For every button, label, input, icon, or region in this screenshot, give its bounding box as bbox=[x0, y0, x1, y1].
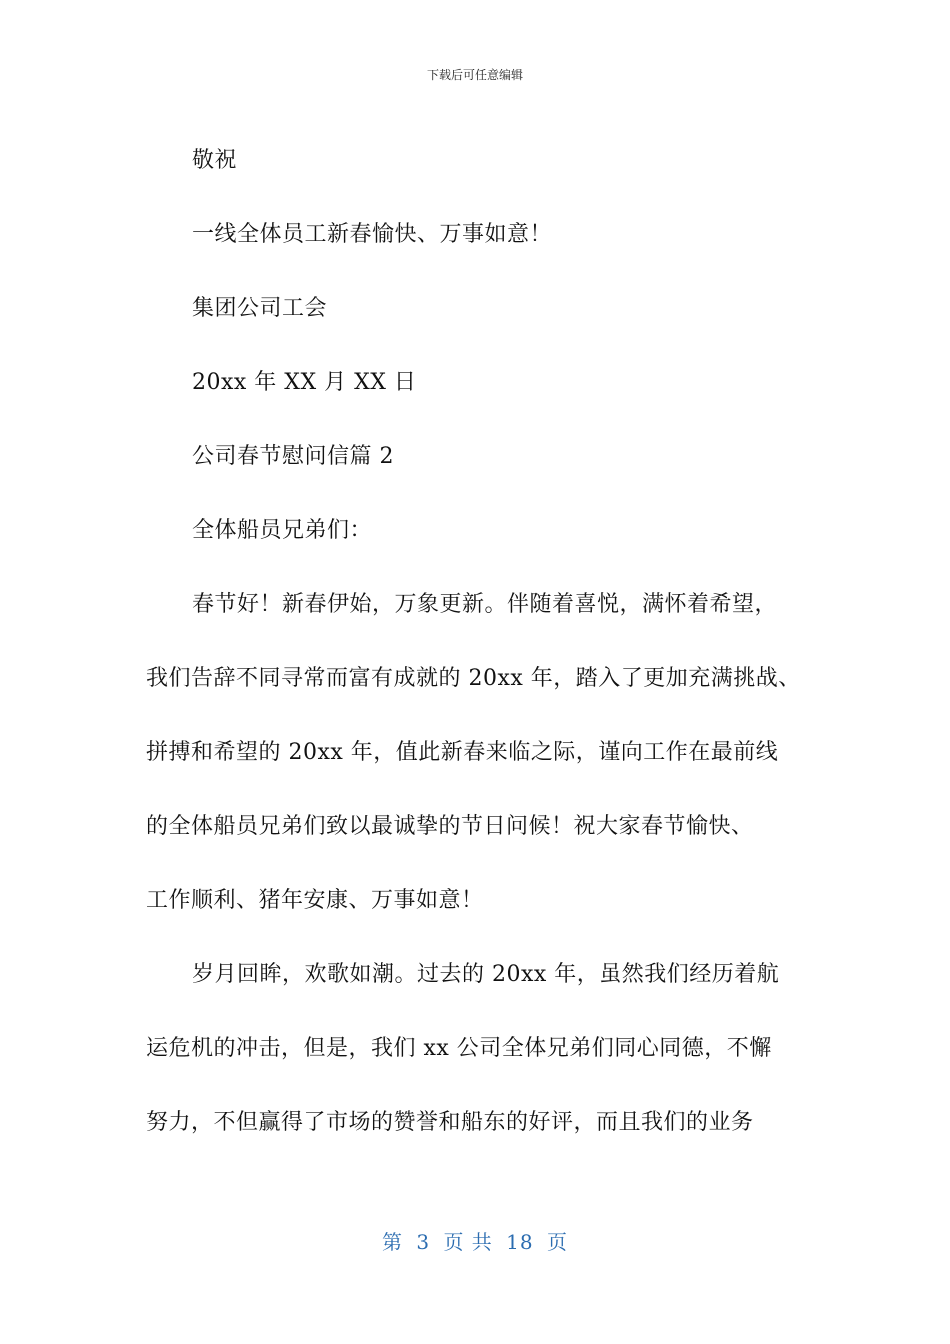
signature-org: 集团公司工会 bbox=[192, 296, 328, 321]
closing-wish: 一线全体员工新春愉快、万事如意！ bbox=[192, 222, 553, 247]
total-page-number: 18 bbox=[506, 1230, 534, 1254]
current-page-number: 3 bbox=[416, 1230, 431, 1254]
closing-salutation: 敬祝 bbox=[192, 148, 238, 173]
paragraph-line: 的全体船员兄弟们致以最诚挚的节日问候！祝大家春节愉快、 bbox=[146, 814, 754, 839]
document-body bbox=[146, 124, 826, 1160]
letter-greeting: 全体船员兄弟们： bbox=[192, 518, 373, 543]
paragraph-line: 运危机的冲击，但是，我们 xx 公司全体兄弟们同心同德，不懈 bbox=[146, 1036, 772, 1061]
paragraph-line: 努力，不但赢得了市场的赞誉和船东的好评，而且我们的业务 bbox=[146, 1110, 754, 1135]
page-number-prefix: 第 bbox=[382, 1230, 403, 1254]
page-header: 下载后可任意编辑 bbox=[426, 68, 523, 82]
signature-date: 20xx 年 XX 月 XX 日 bbox=[192, 370, 417, 395]
paragraph-line: 拼搏和希望的 20xx 年，值此新春来临之际，谨向工作在最前线 bbox=[146, 740, 779, 765]
page-footer bbox=[0, 1226, 950, 1255]
section-title: 公司春节慰问信篇 2 bbox=[192, 444, 394, 469]
page-number-suffix: 页 bbox=[546, 1230, 568, 1254]
paragraph-line: 春节好！新春伊始，万象更新。伴随着喜悦，满怀着希望， bbox=[192, 592, 778, 617]
paragraph-line: 工作顺利、猪年安康、万事如意！ bbox=[146, 888, 484, 913]
paragraph-line: 我们告辞不同寻常而富有成就的 20xx 年，踏入了更加充满挑战、 bbox=[146, 666, 801, 691]
paragraph-line: 岁月回眸，欢歌如潮。过去的 20xx 年，虽然我们经历着航 bbox=[192, 962, 780, 987]
page-number-middle: 页 共 bbox=[443, 1230, 493, 1254]
